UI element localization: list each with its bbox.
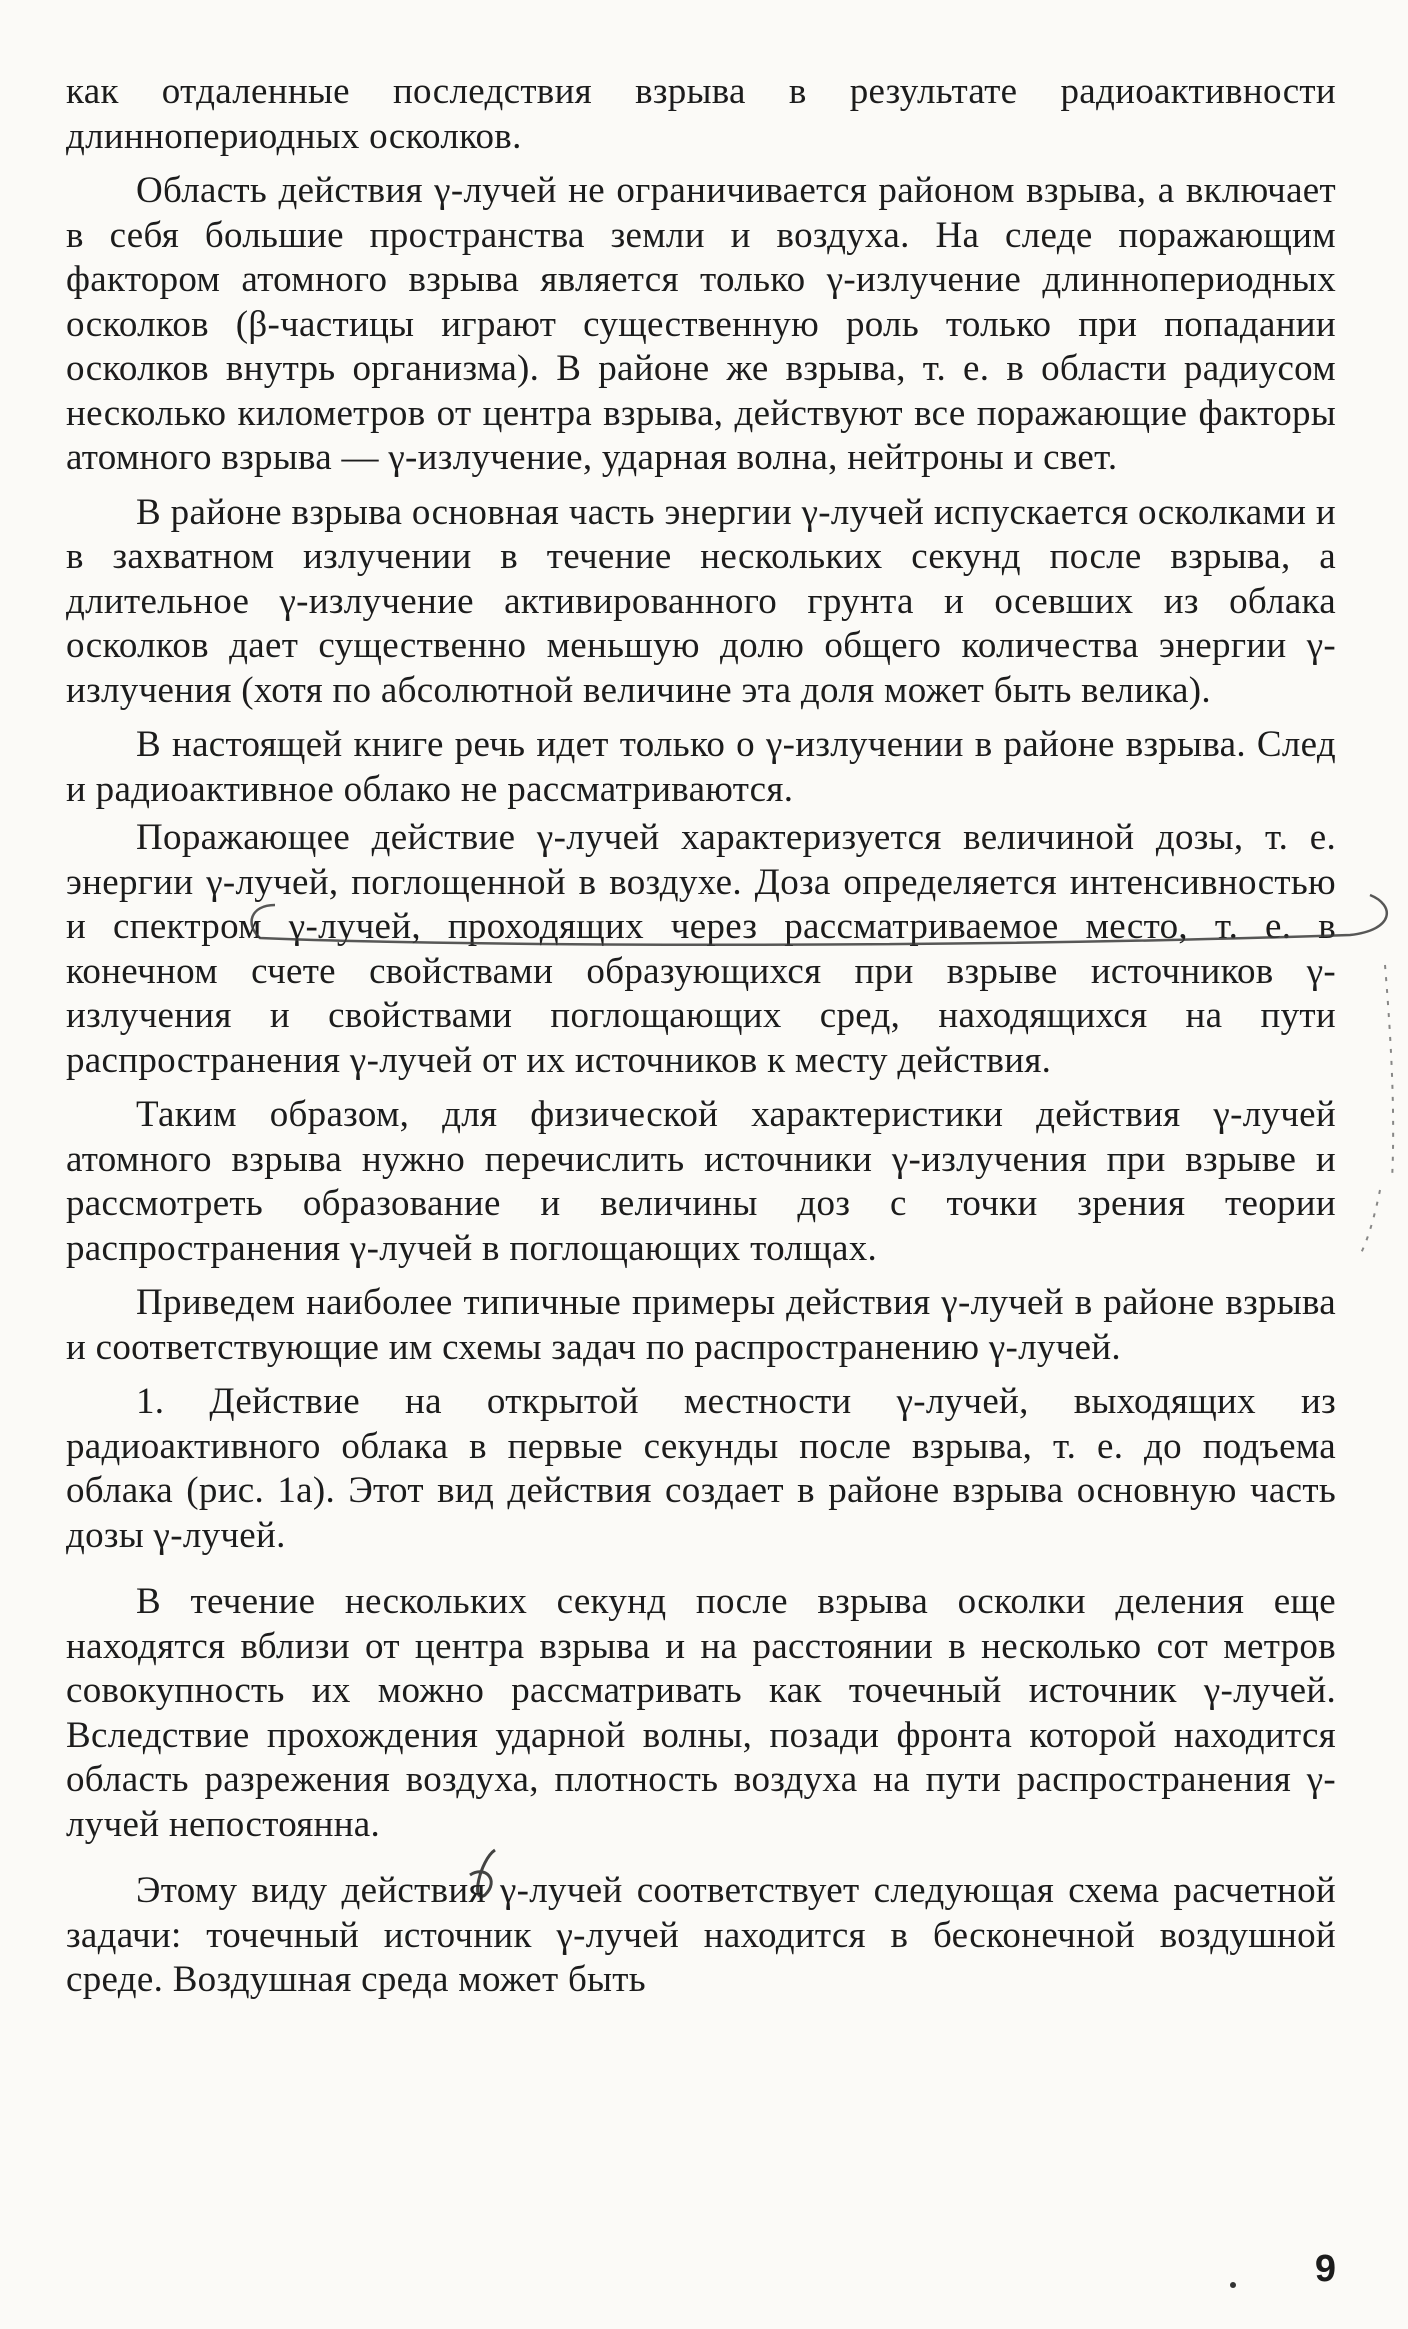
paragraph-8: 1. Действие на открытой местности γ-лучей, выходящих из радиоактивного облака в первые секунды после взрыва, т. е. до подъема облака (рис. 1а). Этот вид действия создает в районе взрыва основную часть дозы γ-лучей. [66, 1381, 1336, 1556]
page-body-text [66, 70, 1336, 2013]
paragraph-5: Поражающее действие γ-лучей характеризуется величиной дозы, т. е. энергии γ-лучей, поглощенной в воздухе. Доза определяется интенсивностью и спектром γ-лучей, проходящих через рассматриваемое место, т. е. в конечном счете свойствами образующихся при взрыве источников γ-излучения и свойствами поглощающих сред, находящихся на пути распространения γ-лучей от их источников к месту действия. [66, 817, 1336, 1081]
page-number: 9 [1314, 2248, 1336, 2290]
paragraph-1: как отдаленные последствия взрыва в результате радиоактивности длиннопериодных осколков. [66, 71, 1336, 157]
margin-line-mark [1360, 965, 1393, 1255]
paragraph-2: Область действия γ-лучей не ограничивается районом взрыва, а включает в себя большие пространства земли и воздуха. На следе поражающим фактором атомного взрыва является только γ-излучение длиннопериодных осколков (β-частицы играют существенную роль только при попадании осколков внутрь организма). В районе же взрыва, т. е. в области радиусом несколько километров от центра взрыва, действуют все поражающие факторы атомного взрыва — γ-излучение, ударная волна, нейтроны и свет. [66, 170, 1336, 478]
paragraph-6: Таким образом, для физической характеристики действия γ-лучей атомного взрыва нужно перечислить источники γ-излучения при взрыве и рассмотреть образование и величины доз с точки зрения теории распространения γ-лучей в поглощающих толщах. [66, 1094, 1336, 1269]
paragraph-9: В течение нескольких секунд после взрыва осколки деления еще находятся вблизи от центра взрыва и на расстоянии в несколько сот метров совокупность их можно рассматривать как точечный источник γ-лучей. Вследствие прохождения ударной волны, позади фронта которой находится область разрежения воздуха, плотность воздуха на пути распространения γ-лучей непостоянна. [66, 1581, 1336, 1845]
paragraph-10: Этому виду действия γ-лучей соответствует следующая схема расчетной задачи: точечный источник γ-лучей находится в бесконечной воздушной среде. Воздушная среда может быть [66, 1870, 1336, 2000]
paragraph-7: Приведем наиболее типичные примеры действия γ-лучей в районе взрыва и соответствующие им схемы задач по распространению γ-лучей. [66, 1282, 1336, 1368]
paragraph-3: В районе взрыва основная часть энергии γ-лучей испускается осколками и в захватном излучении в течение нескольких секунд после взрыва, а длительное γ-излучение активированного грунта и осевших из облака осколков дает существенно меньшую долю общего количества энергии γ-излучения (хотя по абсолютной величине эта доля может быть велика). [66, 491, 1336, 711]
paragraph-4: В настоящей книге речь идет только о γ-излучении в районе взрыва. След и радиоактивное облако не рассматриваются. [66, 724, 1336, 810]
margin-dot-mark [1230, 2282, 1236, 2288]
